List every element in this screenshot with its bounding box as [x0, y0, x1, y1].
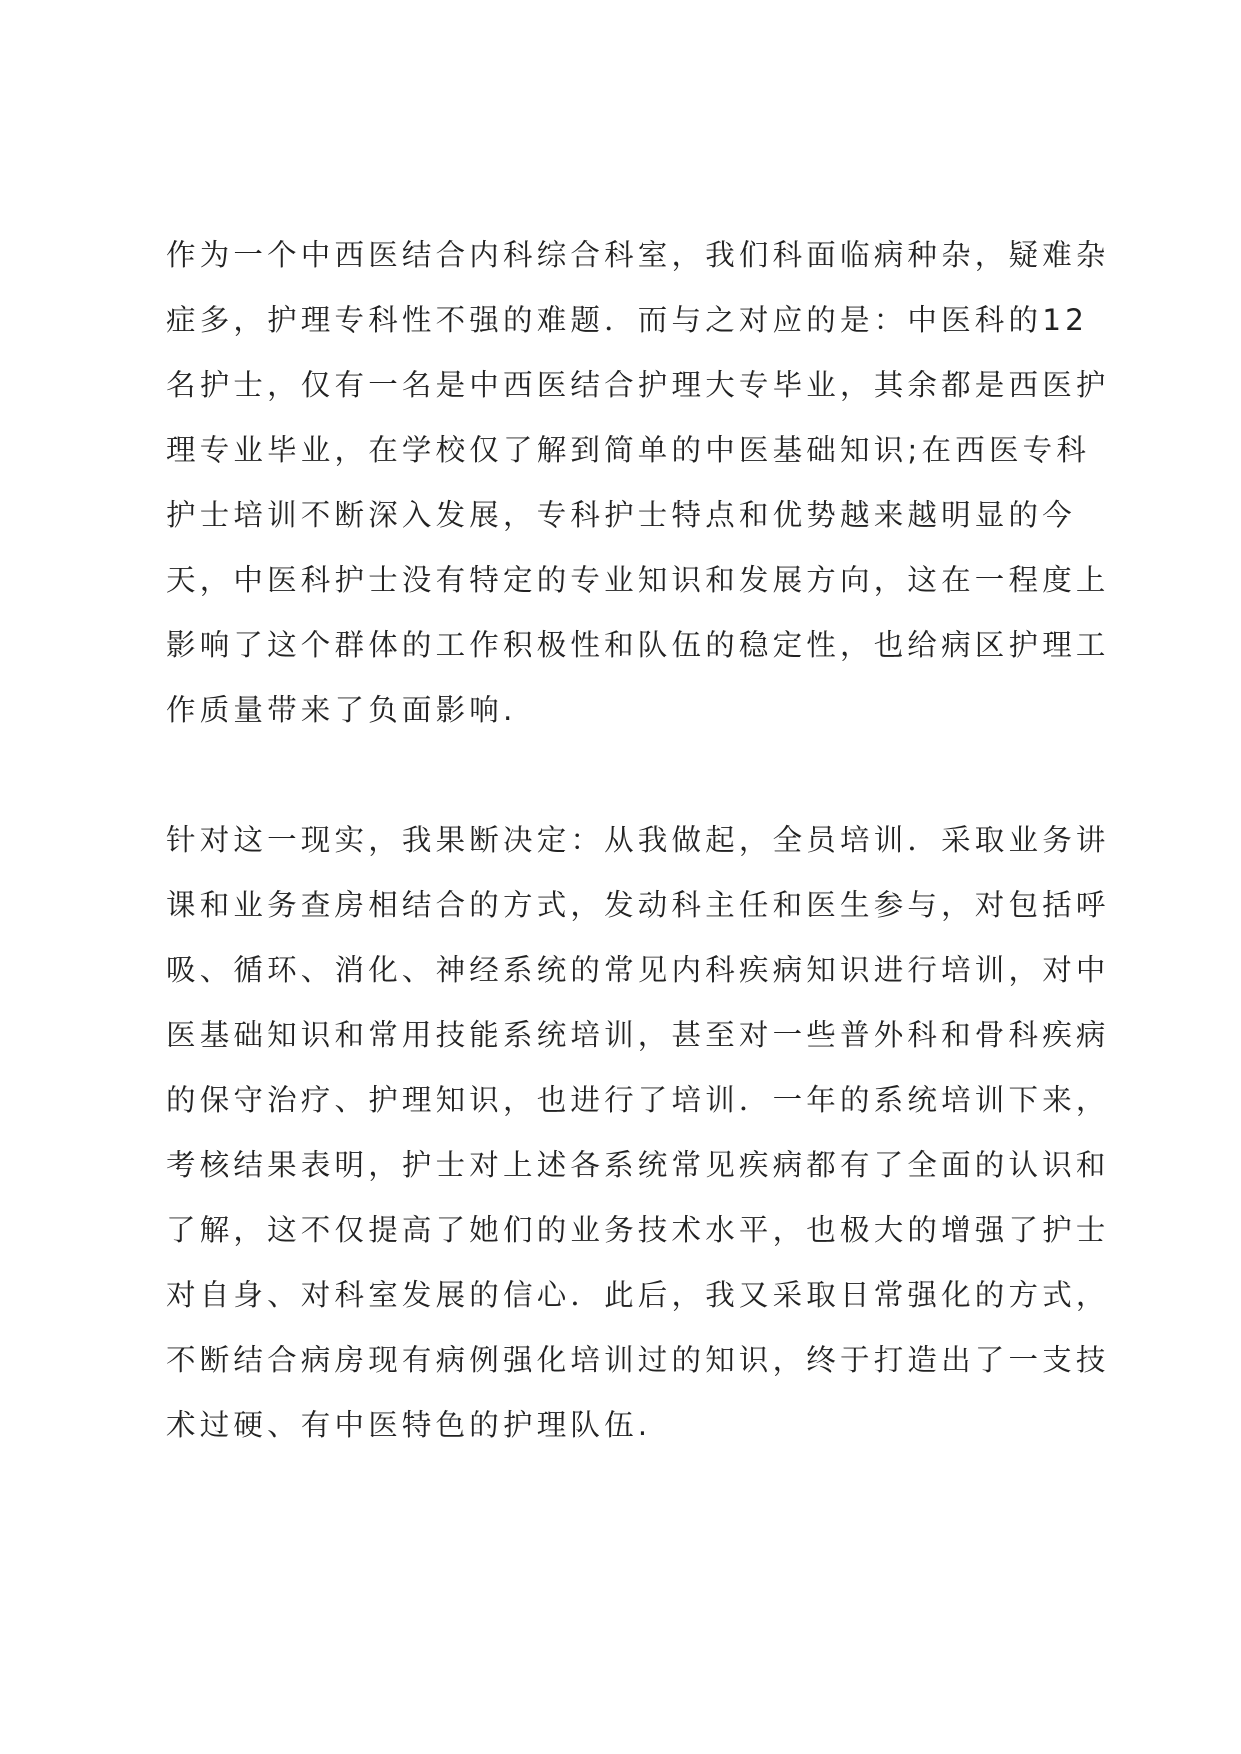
document-body: [166, 223, 1110, 1458]
paragraph-spacer: [166, 743, 1096, 808]
text-line: 不断结合病房现有病例强化培训过的知识，终于打造出了一支技: [166, 1343, 1110, 1377]
text-line: 症多，护理专科性不强的难题．而与之对应的是：中医科的12: [166, 303, 1089, 337]
text-line: 的保守治疗、护理知识，也进行了培训．一年的系统培训下来，: [166, 1083, 1110, 1117]
paragraph-2: [166, 808, 1110, 1458]
text-line: 课和业务查房相结合的方式，发动科主任和医生参与，对包括呼: [166, 888, 1110, 922]
text-line: 作质量带来了负面影响.: [166, 693, 517, 727]
text-line: 护士培训不断深入发展，专科护士特点和优势越来越明显的今: [166, 498, 1076, 532]
text-line: 术过硬、有中医特色的护理队伍.: [166, 1408, 652, 1442]
text-line: 天，中医科护士没有特定的专业知识和发展方向，这在一程度上: [166, 563, 1110, 597]
text-line: 影响了这个群体的工作积极性和队伍的稳定性，也给病区护理工: [166, 628, 1110, 662]
text-line: 吸、循环、消化、神经系统的常见内科疾病知识进行培训，对中: [166, 953, 1110, 987]
text-line: 作为一个中西医结合内科综合科室，我们科面临病种杂，疑难杂: [166, 238, 1110, 272]
text-line: 对自身、对科室发展的信心．此后，我又采取日常强化的方式，: [166, 1278, 1110, 1312]
text-line: 名护士，仅有一名是中西医结合护理大专毕业，其余都是西医护: [166, 368, 1110, 402]
text-line: 针对这一现实，我果断决定：从我做起，全员培训．采取业务讲: [166, 823, 1110, 857]
paragraph-1: [166, 223, 1110, 743]
text-line: 考核结果表明，护士对上述各系统常见疾病都有了全面的认识和: [166, 1148, 1110, 1182]
text-line: 了解，这不仅提高了她们的业务技术水平，也极大的增强了护士: [166, 1213, 1110, 1247]
text-line: 理专业毕业，在学校仅了解到简单的中医基础知识;在西医专科: [166, 433, 1091, 467]
text-line: 医基础知识和常用技能系统培训，甚至对一些普外科和骨科疾病: [166, 1018, 1110, 1052]
